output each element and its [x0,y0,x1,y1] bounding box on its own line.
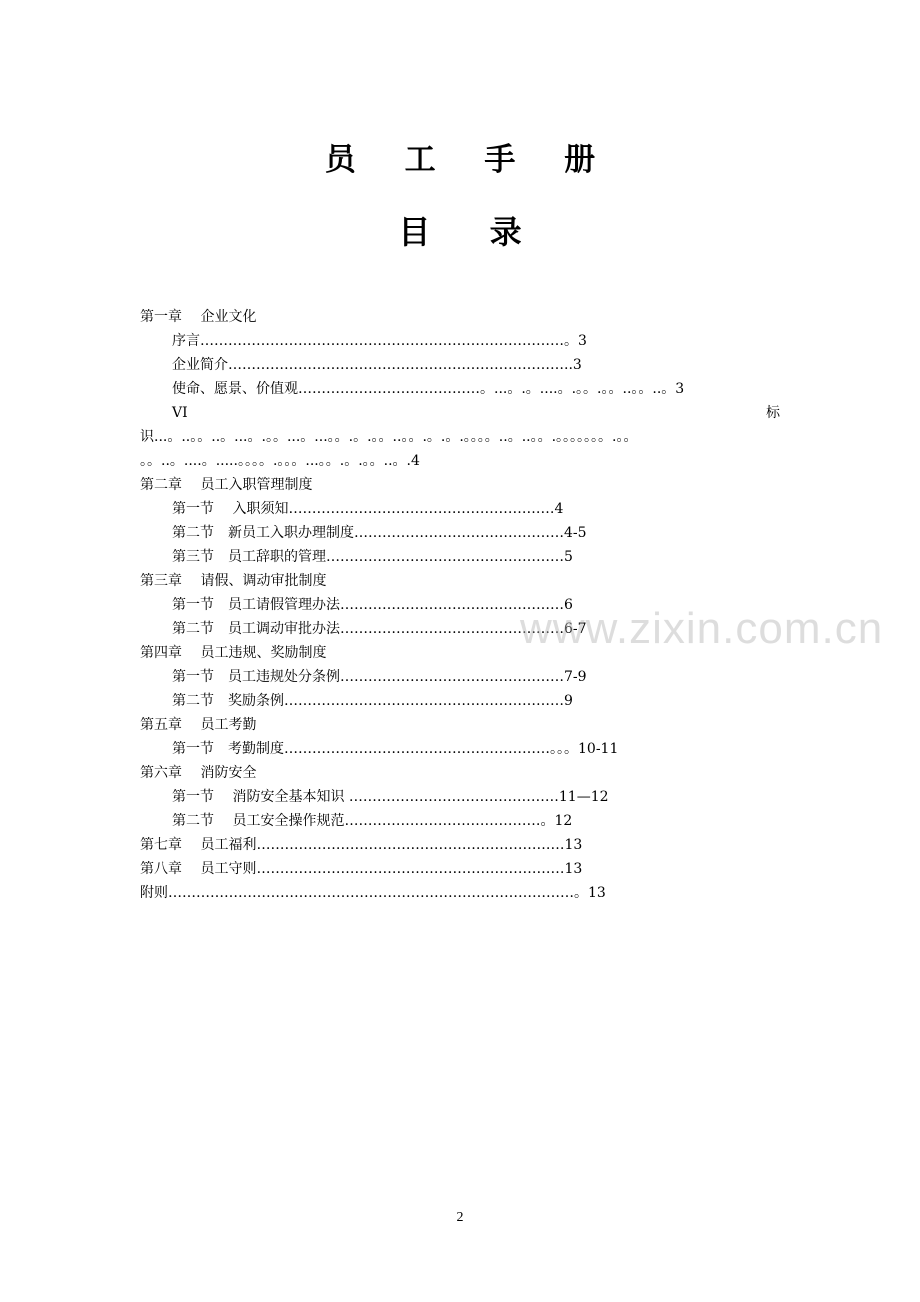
toc-entry-vi-left: VI [172,405,188,421]
toc-entry-2-3: 第三节 员工辞职的管理……………………………………………5 [172,549,573,565]
toc-chapter-1: 第一章 企业文化 [140,309,257,325]
toc-entry-3-1: 第一节 员工请假管理办法…………………………………………6 [172,597,573,613]
watermark: www.zixin.com.cn [520,604,884,653]
toc-chapter-7: 第七章 员工福利…………………………………………………………13 [140,837,583,853]
toc-heading: 目 录 [398,213,546,251]
toc-entry-vi-right: 标 [766,405,780,421]
toc-entry-2-1: 第一节 入职须知…………………………………………………4 [172,501,564,517]
toc-entry-mission: 使命、愿景、价值观…………………………………。...。.。....。.。。.。。..。。..。3 [172,381,685,397]
toc-entry-vi-end: 。。..。....。.....。。。。.。。。...。。.。.。。..。.4 [140,453,420,469]
toc-entry-4-2: 第二节 奖励条例……………………………………………………9 [172,693,573,709]
page-number: 2 [456,1210,464,1225]
document-title: 员 工 手 册 [324,142,615,178]
toc-entry-company-intro: 企业简介………………………………………………………………..3 [172,357,582,373]
toc-chapter-5: 第五章 员工考勤 [140,717,257,733]
toc-entry-6-1: 第一节 消防安全基本知识 ………………………………………11—12 [172,789,609,805]
toc-entry-3-2: 第二节 员工调动审批办法…………………………………………6-7 [172,621,587,637]
toc-entry-6-2: 第二节 员工安全操作规范……………………………………。12 [172,813,573,829]
toc-entry-2-2: 第二节 新员工入职办理制度………………………………………4-5 [172,525,587,541]
toc-chapter-4: 第四章 员工违规、奖励制度 [140,645,327,661]
toc-entry-vi [140,401,780,425]
toc-entry-5-1: 第一节 考勤制度…………………………………………………。。。10-11 [172,741,619,757]
toc-chapter-3: 第三章 请假、调动审批制度 [140,573,327,589]
toc-chapter-8: 第八章 员工守则…………………………………………………………13 [140,861,583,877]
toc-chapter-2: 第二章 员工入职管理制度 [140,477,313,493]
toc-entry-preface: 序言……………………………………………………………………。3 [172,333,587,349]
toc-chapter-6: 第六章 消防安全 [140,765,257,781]
toc-entry-4-1: 第一节 员工违规处分条例…………………………………………7-9 [172,669,587,685]
toc-entry-vi-continued: 识...。..。。..。...。.。。...。...。。.。.。。..。。.。.。.。。。。..。..。。.。。。。。。。.。。 [140,429,638,445]
toc-appendix: 附则……………………………………………………………………………。13 [140,885,606,901]
